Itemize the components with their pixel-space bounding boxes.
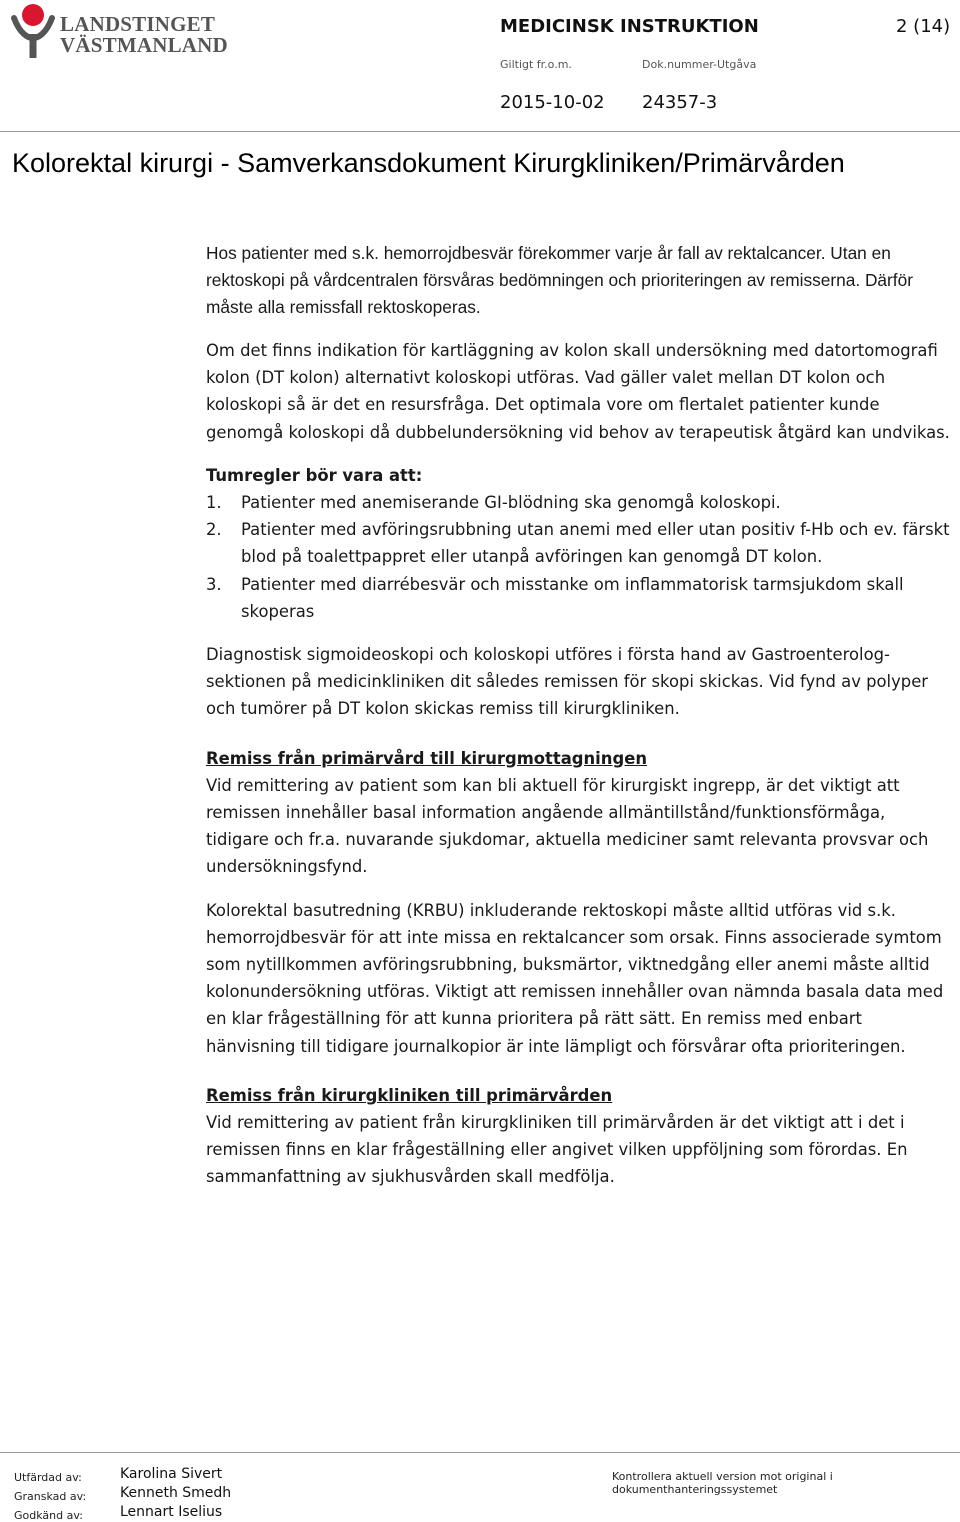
document-body bbox=[206, 240, 951, 1191]
document-type: MEDICINSK INSTRUKTION bbox=[500, 16, 759, 37]
list-item-number: 1. bbox=[206, 493, 222, 513]
rules-heading: Tumregler bör vara att: bbox=[206, 465, 423, 485]
section-paragraph-surgery-to-primary: Vid remittering av patient från kirurgkliniken till primärvården är det viktigt att i det i remissen finns en klar frågeställning eller angivet vilken uppföljning som förordas. En sammanfattning av sjukhusvården skall medfölja. bbox=[206, 1113, 908, 1187]
list-item-text: Patienter med avföringsrubbning utan anemi med eller utan positiv f-Hb och ev. färskt blod på toalettpappret eller utanpå avföringen kan genomgå DT kolon. bbox=[241, 520, 950, 567]
issued-by-name: Karolina Sivert bbox=[120, 1466, 223, 1482]
list-item-text: Patienter med anemiserande GI-blödning ska genomgå koloskopi. bbox=[241, 493, 781, 513]
list-item-number: 2. bbox=[206, 520, 222, 540]
doc-number-label: Dok.nummer-Utgåva bbox=[642, 58, 757, 71]
version-control-note: Kontrollera aktuell version mot original i dokumenthanteringssystemet bbox=[612, 1470, 833, 1496]
list-item-number: 3. bbox=[206, 574, 222, 594]
section-heading-primary-to-surgery: Remiss från primärvård till kirurgmottagningen bbox=[206, 748, 647, 768]
rules-list bbox=[206, 489, 951, 625]
section-paragraph-primary-to-surgery: Vid remittering av patient som kan bli aktuell för kirurgiskt ingrepp, är det viktigt att remissen innehåller basal information angående allmäntillstånd/funktionsförmåga, tidigare och fr.a. nuvarande sjukdomar, aktuella mediciner samt relevanta provsvar och undersökningsfynd. bbox=[206, 775, 929, 877]
list-item-text: Patienter med diarrébesvär och misstanke om inflammatorisk tarmsjukdom skall skoperas bbox=[241, 574, 904, 621]
approved-by-name: Lennart Iselius bbox=[120, 1504, 223, 1520]
org-line-1: LANDSTINGET bbox=[60, 12, 216, 36]
doc-number: 24357-3 bbox=[642, 92, 718, 113]
header-divider bbox=[0, 131, 960, 132]
indication-paragraph: Om det finns indikation för kartläggning av kolon skall undersökning med datortomografi kolon (DT kolon) alternativt koloskopi utföras. Vad gäller valet mellan DT kolon och koloskopi så är det en resursfråga. Det optimala vore om flertalet patienter kunde genomgå koloskopi då dubbelundersökning vid behov av terapeutisk åtgärd kan undvikas. bbox=[206, 341, 950, 442]
document-title: Kolorektal kirurgi - Samverkansdokument Kirurgkliniken/Primärvården bbox=[12, 148, 845, 178]
approved-by-label: Godkänd av: bbox=[14, 1509, 83, 1522]
krbu-paragraph: Kolorektal basutredning (KRBU) inkluderande rektoskopi måste alltid utföras vid s.k. hemorrojdbesvär för att inte missa en rektalcancer som orsak. Finns associerade symtom som nytillkommen avföringsrubbning, buksmärtor, viktnedgång eller anemi måste alltid kolonundersökning utföras. Viktigt att remissen innehåller ovan nämnda basala data med en klar frågeställning för att kunna prioritera på rätt sätt. En remiss med enbart hänvisning till tidigare journalkopior är inte lämpligt och försvårar ofta prioriteringen. bbox=[206, 900, 944, 1056]
issued-by-label: Utfärdad av: bbox=[14, 1471, 82, 1484]
valid-from-label: Giltigt fr.o.m. bbox=[500, 58, 572, 71]
page-number: 2 (14) bbox=[896, 16, 951, 37]
section-heading-surgery-to-primary: Remiss från kirurgkliniken till primärvården bbox=[206, 1085, 613, 1105]
valid-from-date: 2015-10-02 bbox=[500, 92, 605, 113]
footer-divider bbox=[0, 1452, 960, 1453]
person-heart-logo-icon bbox=[10, 4, 60, 60]
list-item bbox=[206, 489, 951, 516]
list-item bbox=[206, 516, 951, 570]
list-item bbox=[206, 571, 951, 625]
intro-paragraph: Hos patienter med s.k. hemorrojdbesvär förekommer varje år fall av rektalcancer. Utan en rektoskopi på vårdcentralen försvåras bedömningen och prioriteringen av remisserna. Därför måste alla remissfall rektoskoperas. bbox=[206, 243, 913, 317]
reviewed-by-label: Granskad av: bbox=[14, 1490, 87, 1503]
reviewed-by-name: Kenneth Smedh bbox=[120, 1485, 232, 1501]
diagnostic-paragraph: Diagnostisk sigmoideoskopi och koloskopi utföres i första hand av Gastroenterolog-sektionen på medicinkliniken dit således remissen för skopi skickas. Vid fynd av polyper och tumörer på DT kolon skickas remiss till kirurgkliniken. bbox=[206, 645, 929, 719]
organization-logo bbox=[10, 4, 228, 60]
organization-name bbox=[60, 14, 228, 56]
org-line-2: VÄSTMANLAND bbox=[60, 33, 228, 57]
